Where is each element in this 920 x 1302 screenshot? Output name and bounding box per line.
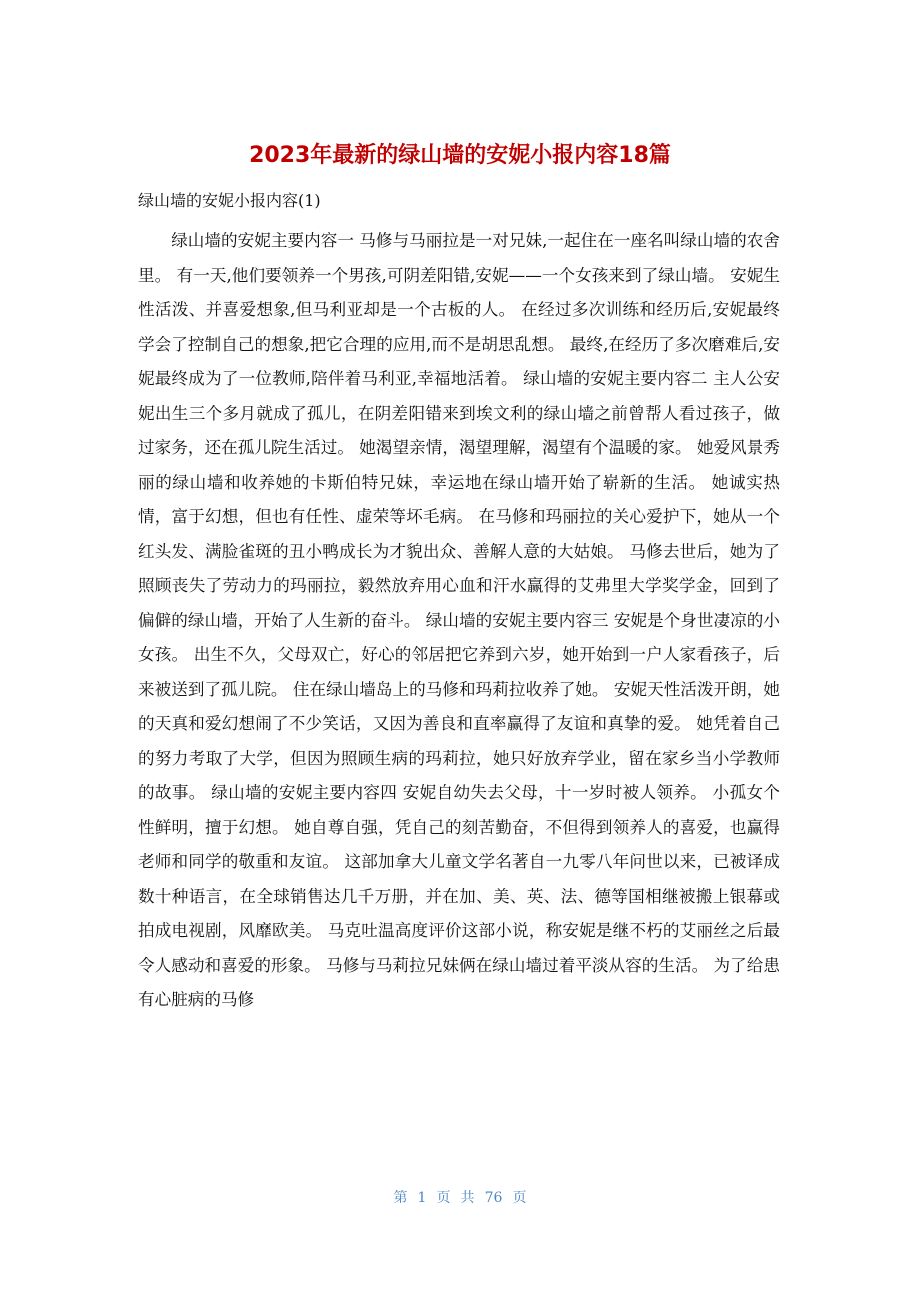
page-number-footer: 第 1 页 共 76 页	[393, 1190, 527, 1206]
section-heading: 绿山墙的安妮小报内容(1)	[138, 191, 321, 210]
body-paragraph: 绿山墙的安妮主要内容一 马修与马丽拉是一对兄妹,一起住在一座名叫绿山墙的农舍里。 有一天,他们要领养一个男孩,可阴差阳错,安妮——一个女孩来到了绿山墙。 安妮生性活泼、并喜爱想象,但马利亚却是一个古板的人。 在经过多次训练和经历后,安妮最终学会了控制自己的想象,把它合理的应用,而不是胡思乱想。 最终,在经历了多次磨难后,安妮最终成为了一位教师,陪伴着马利亚,幸福地活着。 绿山墙的安妮主要内容二 主人公安妮出生三个多月就成了孤儿，在阴差阳错来到埃文利的绿山墙之前曾帮人看过孩子，做过家务，还在孤儿院生活过。 她渴望亲情，渴望理解，渴望有个温暖的家。 她爱风景秀丽的绿山墙和收养她的卡斯伯特兄妹，幸运地在绿山墙开始了崭新的生活。 她诚实热情，富于幻想，但也有任性、虚荣等坏毛病。 在马修和玛丽拉的关心爱护下，她从一个红头发、满脸雀斑的丑小鸭成长为才貌出众、善解人意的大姑娘。 马修去世后，她为了照顾丧失了劳动力的玛丽拉，毅然放弃用心血和汗水赢得的艾弗里大学奖学金，回到了偏僻的绿山墙，开始了人生新的奋斗。 绿山墙的安妮主要内容三 安妮是个身世凄凉的小女孩。 出生不久，父母双亡，好心的邻居把它养到六岁，她开始到一户人家看孩子，后来被送到了孤儿院。 住在绿山墙岛上的马修和玛莉拉收养了她。 安妮天性活泼开朗，她的天真和爱幻想闹了不少笑话，又因为善良和直率赢得了友谊和真挚的爱。 她凭着自己的努力考取了大学，但因为照顾生病的玛莉拉，她只好放弃学业，留在家乡当小学教师的故事。 绿山墙的安妮主要内容四 安妮自幼失去父母，十一岁时被人领养。 小孤女个性鲜明，擅于幻想。 她自尊自强，凭自己的刻苦勤奋，不但得到领养人的喜爱，也赢得老师和同学的敬重和友谊。 这部加拿大儿童文学名著自一九零八年问世以来，已被译成数十种语言，在全球销售达几千万册，并在加、美、英、法、德等国相继被搬上银幕或拍成电视剧，风靡欧美。 马克吐温高度评价这部小说，称安妮是继不朽的艾丽丝之后最令人感动和喜爱的形象。 马修与马莉拉兄妹俩在绿山墙过着平淡从容的生活。 为了给患有心脏病的马修	[138, 231, 780, 1009]
document-title: 2023年最新的绿山墙的安妮小报内容18篇	[249, 143, 671, 168]
